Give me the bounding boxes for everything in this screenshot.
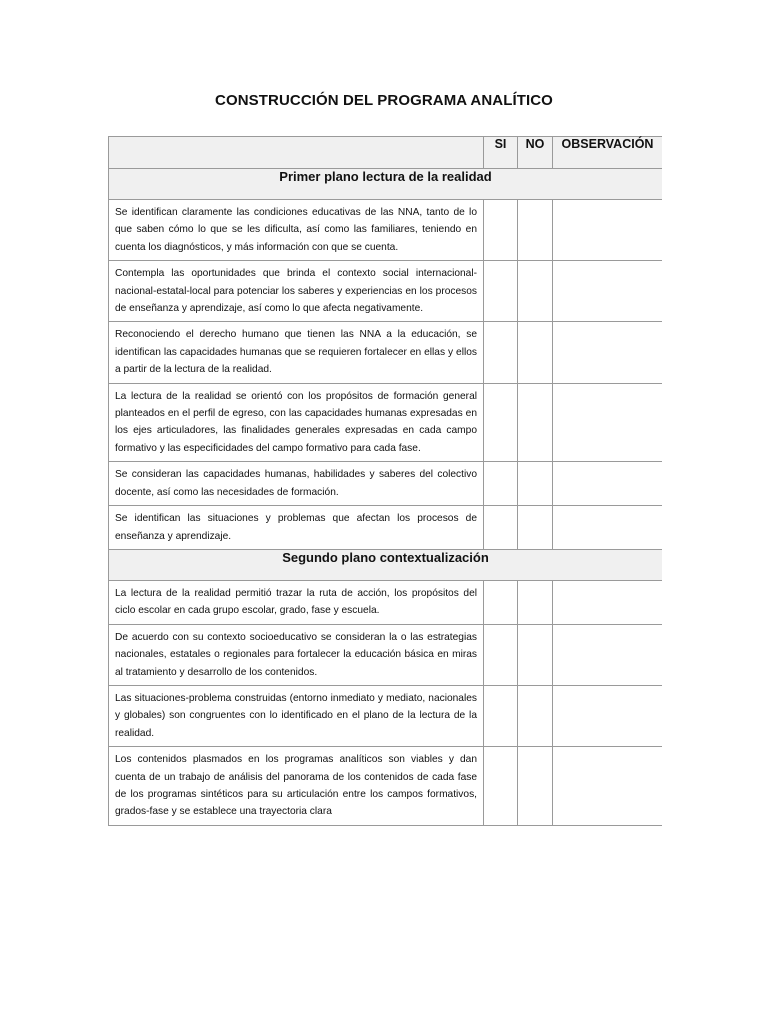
criterion-text: De acuerdo con su contexto socioeducativo se consideran la o las estrategias nacionales, estatales o regionales para fortalecer la educación básica en miras al tratamiento y desarrollo de los contenidos.	[115, 631, 477, 678]
criterion-cell	[109, 747, 484, 826]
criterion-cell	[109, 506, 484, 550]
criterion-cell	[109, 580, 484, 624]
criterion-cell	[109, 685, 484, 746]
criterion-text: La lectura de la realidad se orientó con los propósitos de formación general planteados en el perfil de egreso, con las capacidades humanas expresadas en los ejes articuladores, las finalidades generales expresadas en cada campo formativo y las especificidades del campo formativo para cada fase.	[115, 390, 477, 454]
table-row	[109, 685, 663, 746]
si-cell[interactable]	[484, 261, 518, 322]
section-title-lectura: Primer plano lectura de la realidad	[109, 169, 663, 200]
si-cell[interactable]	[484, 624, 518, 685]
no-cell[interactable]	[518, 462, 553, 506]
checklist-table	[108, 136, 662, 826]
section-title-contextualizacion: Segundo plano contextualización	[109, 549, 663, 580]
si-cell[interactable]	[484, 322, 518, 383]
no-cell[interactable]	[518, 685, 553, 746]
si-cell[interactable]	[484, 685, 518, 746]
header-si: SI	[484, 137, 518, 169]
table-row	[109, 624, 663, 685]
observacion-cell[interactable]	[553, 580, 663, 624]
no-cell[interactable]	[518, 580, 553, 624]
table-row	[109, 462, 663, 506]
criterion-cell	[109, 200, 484, 261]
si-cell[interactable]	[484, 747, 518, 826]
no-cell[interactable]	[518, 200, 553, 261]
header-no: NO	[518, 137, 553, 169]
header-row	[109, 137, 663, 169]
criterion-cell	[109, 261, 484, 322]
table-row	[109, 383, 663, 462]
no-cell[interactable]	[518, 322, 553, 383]
criterion-text: Se identifican las situaciones y problemas que afectan los procesos de enseñanza y aprendizaje.	[115, 513, 477, 542]
observacion-cell[interactable]	[553, 322, 663, 383]
header-criterion	[109, 137, 484, 169]
page-title: CONSTRUCCIÓN DEL PROGRAMA ANALÍTICO	[215, 92, 553, 109]
criterion-text: Reconociendo el derecho humano que tienen las NNA a la educación, se identifican las capacidades humanas que se requieren fortalecer en ellas y ellos a partir de la lectura de la realidad.	[115, 329, 477, 376]
no-cell[interactable]	[518, 624, 553, 685]
table-row	[109, 322, 663, 383]
criterion-text: Contempla las oportunidades que brinda el contexto social internacional-nacional-estatal-local para potenciar los saberes y experiencias en los procesos de enseñanza y aprendizaje, así como lo que afecta negativamente.	[115, 268, 477, 315]
observacion-cell[interactable]	[553, 383, 663, 462]
table-row	[109, 580, 663, 624]
checklist-table-wrapper	[108, 136, 662, 906]
table-row	[109, 261, 663, 322]
no-cell[interactable]	[518, 261, 553, 322]
observacion-cell[interactable]	[553, 747, 663, 826]
si-cell[interactable]	[484, 200, 518, 261]
criterion-text: Se consideran las capacidades humanas, habilidades y saberes del colectivo docente, así como las necesidades de formación.	[115, 469, 477, 498]
si-cell[interactable]	[484, 580, 518, 624]
table-row	[109, 747, 663, 826]
si-cell[interactable]	[484, 462, 518, 506]
criterion-text: Los contenidos plasmados en los programas analíticos son viables y dan cuenta de un trabajo de análisis del panorama de los contenidos de cada fase de los programas sintéticos para su articulación entre los campos formativos, grados-fase y se establece una trayectoria clara	[115, 754, 477, 818]
table-row	[109, 200, 663, 261]
observacion-cell[interactable]	[553, 624, 663, 685]
header-observacion: OBSERVACIÓN	[553, 137, 663, 169]
observacion-cell[interactable]	[553, 261, 663, 322]
criterion-cell	[109, 462, 484, 506]
section-row	[109, 549, 663, 580]
observacion-cell[interactable]	[553, 685, 663, 746]
no-cell[interactable]	[518, 747, 553, 826]
observacion-cell[interactable]	[553, 506, 663, 550]
criterion-cell	[109, 383, 484, 462]
criterion-text: Se identifican claramente las condiciones educativas de las NNA, tanto de lo que saben cómo lo que se les dificulta, así como las familiares, teniendo en cuenta los diagnósticos, y más información con que se cuenta.	[115, 207, 477, 253]
observacion-cell[interactable]	[553, 462, 663, 506]
si-cell[interactable]	[484, 383, 518, 462]
table-row	[109, 506, 663, 550]
no-cell[interactable]	[518, 506, 553, 550]
criterion-text: La lectura de la realidad permitió trazar la ruta de acción, los propósitos del ciclo escolar en cada grupo escolar, grado, fase y escuela.	[115, 587, 477, 617]
si-cell[interactable]	[484, 506, 518, 550]
criterion-cell	[109, 322, 484, 383]
observacion-cell[interactable]	[553, 200, 663, 261]
criterion-cell	[109, 624, 484, 685]
section-row	[109, 169, 663, 200]
criterion-text: Las situaciones-problema construidas (entorno inmediato y mediato, nacionales y globales) son congruentes con lo identificado en el plano de la lectura de la realidad.	[115, 692, 477, 739]
no-cell[interactable]	[518, 383, 553, 462]
